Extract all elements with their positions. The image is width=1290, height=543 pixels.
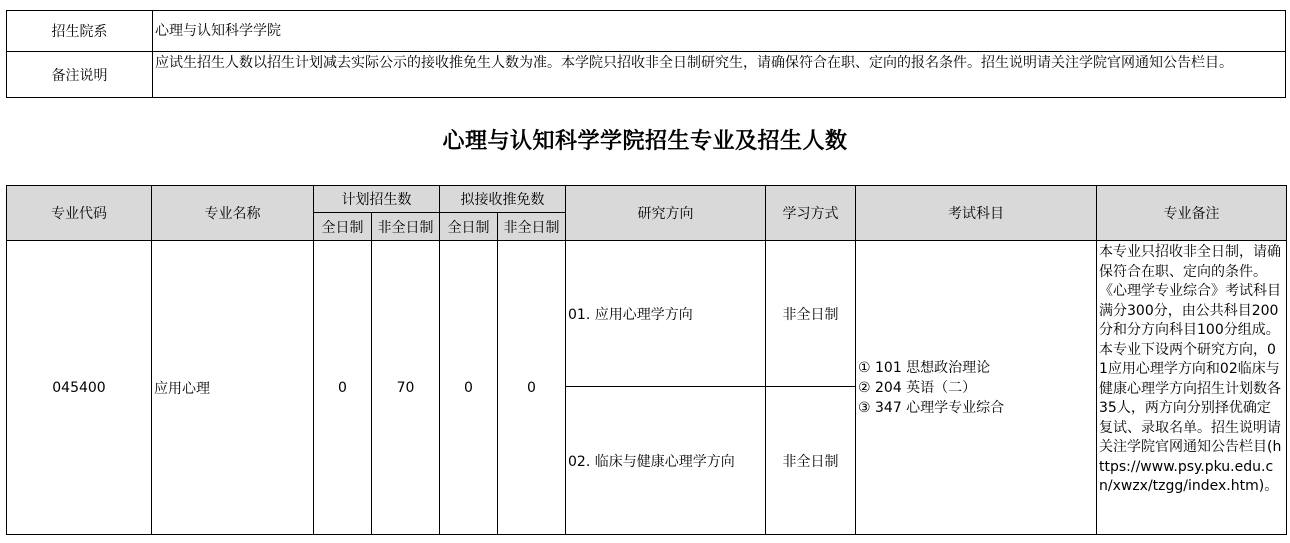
dept-row bbox=[7, 11, 1286, 52]
remark-value: 应试生招生人数以招生计划减去实际公示的接收推免生人数为准。本学院只招收非全日制研究生，请确保符合在职、定向的报名条件。招生说明请关注学院官网通知公告栏目。 bbox=[153, 52, 1286, 98]
major-note: 本专业只招收非全日制，请确保符合在职、定向的条件。《心理学专业综合》考试科目满分300分，由公共科目200分和分方向科目100分组成。本专业下设两个研究方向，01应用心理学方向和02临床与健康心理学方向招生计划数各35人，两方向分别择优确定复试、录取名单。招生说明请关注学院官网通知公告栏目(https://www.psy.pku.edu.cn/xwzx/tzgg/index.htm)。 bbox=[1097, 241, 1287, 535]
plan-parttime-value: 70 bbox=[372, 241, 440, 535]
mode-1: 非全日制 bbox=[766, 241, 856, 387]
dept-label: 招生院系 bbox=[7, 11, 153, 52]
header-plan-fulltime: 全日制 bbox=[314, 213, 372, 241]
exam-subjects bbox=[856, 241, 1097, 535]
header-tuimian: 拟接收推免数 bbox=[440, 186, 566, 213]
header-code: 专业代码 bbox=[7, 186, 152, 241]
remark-label: 备注说明 bbox=[7, 52, 153, 98]
header-direction: 研究方向 bbox=[566, 186, 766, 241]
remark-row bbox=[7, 52, 1286, 98]
exam-subject-item: ① 101 思想政治理论 bbox=[858, 359, 991, 376]
direction-2: 02. 临床与健康心理学方向 bbox=[566, 387, 766, 535]
header-plan-parttime: 非全日制 bbox=[372, 213, 440, 241]
major-table bbox=[6, 185, 1287, 535]
table-row bbox=[7, 241, 1287, 387]
exam-subject-item: ② 204 英语（二） bbox=[858, 379, 977, 396]
major-name: 应用心理 bbox=[152, 241, 314, 535]
header-note: 专业备注 bbox=[1097, 186, 1287, 241]
direction-1: 01. 应用心理学方向 bbox=[566, 241, 766, 387]
header-exam: 考试科目 bbox=[856, 186, 1097, 241]
dept-value: 心理与认知科学学院 bbox=[153, 11, 1286, 52]
header-plan: 计划招生数 bbox=[314, 186, 440, 213]
header-name: 专业名称 bbox=[152, 186, 314, 241]
info-table bbox=[6, 10, 1286, 98]
mode-2: 非全日制 bbox=[766, 387, 856, 535]
major-code: 045400 bbox=[7, 241, 152, 535]
header-tuimian-parttime: 非全日制 bbox=[498, 213, 566, 241]
exam-subject-item: ③ 347 心理学专业综合 bbox=[858, 399, 1005, 416]
tuimian-fulltime-value: 0 bbox=[440, 241, 498, 535]
header-row-1 bbox=[7, 186, 1287, 213]
header-mode: 学习方式 bbox=[766, 186, 856, 241]
plan-fulltime-value: 0 bbox=[314, 241, 372, 535]
header-tuimian-fulltime: 全日制 bbox=[440, 213, 498, 241]
page-title: 心理与认知科学学院招生专业及招生人数 bbox=[442, 129, 848, 154]
tuimian-parttime-value: 0 bbox=[498, 241, 566, 535]
